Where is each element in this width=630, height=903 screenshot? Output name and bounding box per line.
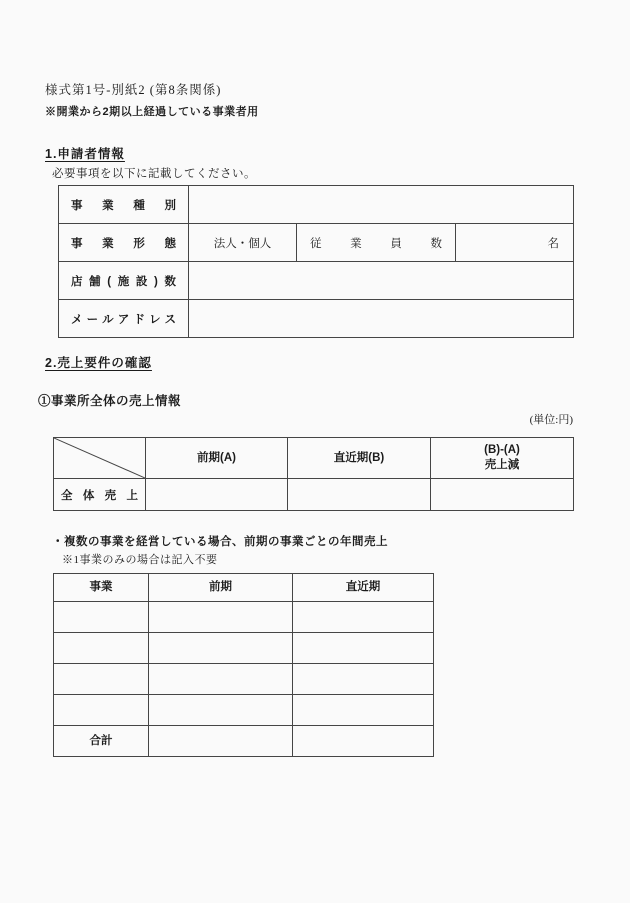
business-name-cell[interactable]: [54, 633, 149, 664]
form-code-title: 様式第1号-別紙2 (第8条関係): [45, 83, 222, 97]
corporate-individual-choice: 法人・個人: [189, 224, 297, 262]
recent-sales-cell[interactable]: [293, 695, 434, 726]
business-type-input-cell[interactable]: [189, 186, 574, 224]
unit-note: (単位:円): [529, 414, 573, 426]
business-form-label: 事業形態: [59, 224, 189, 262]
prev-sales-cell[interactable]: [149, 695, 293, 726]
store-count-label: 店舗(施設)数: [59, 262, 189, 300]
recent-sales-cell[interactable]: [293, 664, 434, 695]
table-row: [54, 602, 434, 633]
single-business-note: ※1事業のみの場合は記入不要: [62, 554, 218, 566]
total-row: [54, 726, 434, 757]
table-row: [54, 633, 434, 664]
overall-sales-prev-cell[interactable]: [146, 479, 288, 511]
employee-count-label: 従業員数: [297, 224, 456, 262]
prev-sales-cell[interactable]: [149, 633, 293, 664]
table-row: [59, 224, 574, 262]
overall-sales-table: [53, 437, 574, 511]
store-count-input-cell[interactable]: [189, 262, 574, 300]
section2-heading: 2.売上要件の確認: [45, 356, 152, 370]
diagonal-blank-cell: [54, 438, 146, 479]
per-business-sales-table: [53, 573, 434, 757]
business-type-label: 事業種別: [59, 186, 189, 224]
business-name-cell[interactable]: [54, 695, 149, 726]
business-name-cell[interactable]: [54, 664, 149, 695]
table-header-row: [54, 438, 574, 479]
section2-subheading: ①事業所全体の売上情報: [38, 394, 182, 408]
sales-decrease-formula: (B)-(A): [484, 444, 520, 456]
overall-sales-decrease-cell[interactable]: [431, 479, 574, 511]
overall-sales-recent-cell[interactable]: [288, 479, 431, 511]
applicant-info-table: [58, 185, 574, 338]
employee-count-unit-cell[interactable]: 名: [456, 224, 574, 262]
table-header-row: [54, 574, 434, 602]
total-label: 合計: [54, 726, 149, 757]
recent-column-header: 直近期: [293, 574, 434, 602]
email-label: メールアドレス: [59, 300, 189, 338]
recent-sales-cell[interactable]: [293, 602, 434, 633]
multiple-business-bullet: ・複数の事業を経営している場合、前期の事業ごとの年間売上: [52, 536, 388, 548]
table-row: [59, 262, 574, 300]
form-applicability-note: ※開業から2期以上経過している事業者用: [45, 106, 259, 118]
recent-sales-cell[interactable]: [293, 633, 434, 664]
sales-decrease-header: [431, 438, 574, 479]
recent-period-header: 直近期(B): [288, 438, 431, 479]
table-row: [54, 664, 434, 695]
sales-decrease-label: 売上減: [484, 459, 520, 471]
business-column-header: 事業: [54, 574, 149, 602]
table-row: [54, 479, 574, 511]
email-input-cell[interactable]: [189, 300, 574, 338]
prev-column-header: 前期: [149, 574, 293, 602]
business-name-cell[interactable]: [54, 602, 149, 633]
total-prev-cell[interactable]: [149, 726, 293, 757]
overall-sales-label: 全体売上: [54, 479, 146, 511]
table-row: [59, 300, 574, 338]
prev-sales-cell[interactable]: [149, 602, 293, 633]
diagonal-line: [54, 438, 145, 478]
table-row: [54, 695, 434, 726]
section1-instruction: 必要事項を以下に記載してください。: [52, 168, 256, 180]
prev-sales-cell[interactable]: [149, 664, 293, 695]
section1-heading: 1.申請者情報: [45, 147, 125, 161]
prev-period-header: 前期(A): [146, 438, 288, 479]
table-row: [59, 186, 574, 224]
total-recent-cell[interactable]: [293, 726, 434, 757]
